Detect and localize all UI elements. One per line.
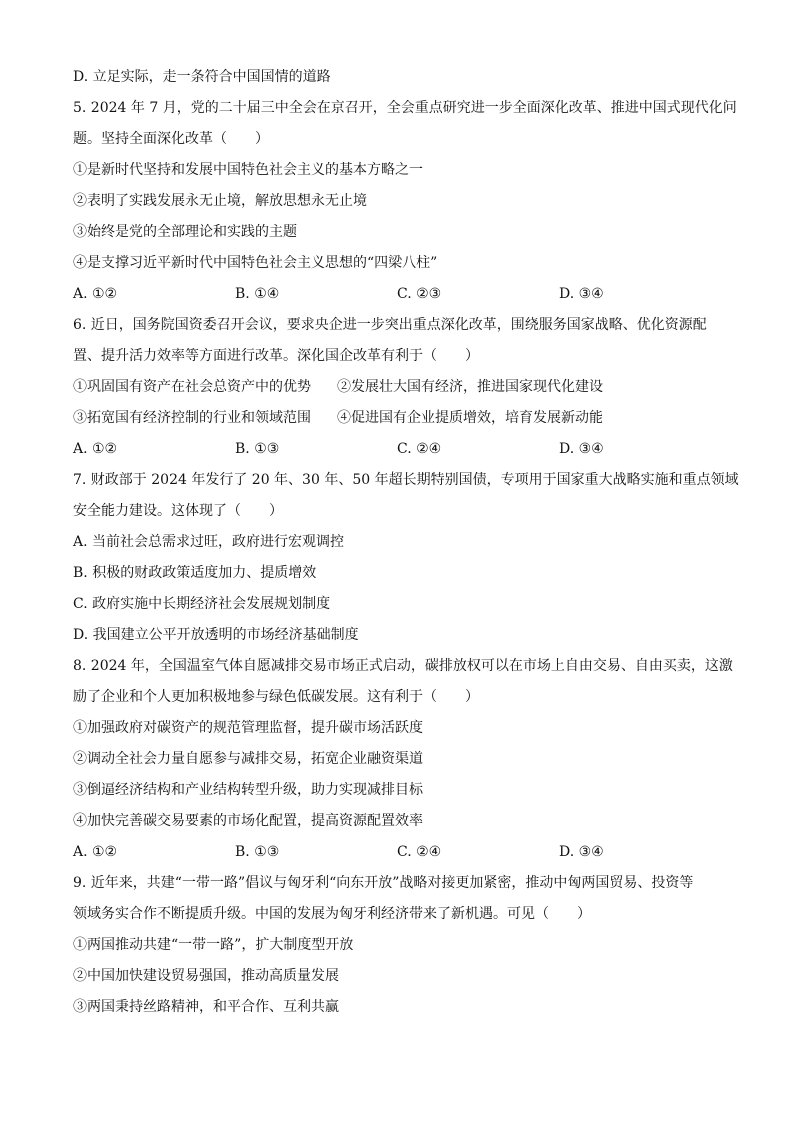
q6-item-2: ②发展壮大国有经济，推进国家现代化建设 [337, 379, 603, 395]
q7-stem-line-1: 7. 财政部于 2024 年发行了 20 年、30 年、50 年超长期特别国债，专项用于国家重大战略实施和重点领域 [73, 472, 739, 488]
exam-page [73, 62, 739, 1023]
q5-item-1: ①是新时代坚持和发展中国特色社会主义的基本方略之一 [73, 162, 423, 178]
q8-stem-line-2: 励了企业和个人更加积极地参与绿色低碳发展。这有利于（ ） [73, 689, 479, 705]
question-7 [73, 465, 739, 651]
q9-item-3: ③两国秉持丝路精神，和平合作、互利共赢 [73, 999, 339, 1015]
q7-choice-b: B. 积极的财政政策适度加力、提质增效 [73, 565, 317, 581]
q5-option-c: C. ②③ [397, 286, 442, 302]
q7-choice-a: A. 当前社会总需求过旺，政府进行宏观调控 [73, 534, 345, 550]
q8-item-2: ②调动全社会力量自愿参与减排交易，拓宽企业融资渠道 [73, 751, 423, 767]
q9-stem-line-1: 9. 近年来，共建“一带一路”倡议与匈牙利“向东开放”战略对接更加紧密，推动中匈两国贸易、投资等 [73, 875, 694, 891]
q8-option-a: A. ①② [73, 844, 118, 860]
q6-items-row-2 [73, 403, 733, 434]
q7-choice-d: D. 我国建立公平开放透明的市场经济基础制度 [73, 627, 359, 643]
q8-option-b: B. ①③ [235, 844, 280, 860]
question-9 [73, 868, 733, 1023]
q5-option-d: D. ③④ [559, 286, 604, 302]
q6-option-a: A. ①② [73, 441, 118, 457]
q6-option-d: D. ③④ [559, 441, 604, 457]
q5-stem-line-2: 题。坚持全面深化改革（ ） [73, 131, 269, 147]
q6-item-4: ④促进国有企业提质增效，培育发展新动能 [337, 410, 603, 426]
q5-options [73, 279, 733, 310]
q5-stem-line-1: 5. 2024 年 7 月，党的二十届三中全会在京召开，全会重点研究进一步全面深化改革、推进中国式现代化问 [73, 100, 737, 116]
question-5 [73, 93, 737, 310]
question-8 [73, 651, 733, 868]
q9-stem-line-2: 领域务实合作不断提质升级。中国的发展为匈牙利经济带来了新机遇。可见（ ） [73, 906, 591, 922]
q5-option-a: A. ①② [73, 286, 118, 302]
q7-stem-line-2: 安全能力建设。这体现了（ ） [73, 503, 283, 519]
q5-option-b: B. ①④ [235, 286, 280, 302]
q8-option-d: D. ③④ [559, 844, 604, 860]
q5-item-3: ③始终是党的全部理论和实践的主题 [73, 224, 297, 240]
q9-item-2: ②中国加快建设贸易强国，推动高质量发展 [73, 968, 339, 984]
q8-option-c: C. ②④ [397, 844, 442, 860]
q5-item-4: ④是支撑习近平新时代中国特色社会主义思想的“四梁八柱” [73, 255, 438, 271]
q8-item-4: ④加快完善碳交易要素的市场化配置，提高资源配置效率 [73, 813, 423, 829]
q6-item-1: ①巩固国有资产在社会总资产中的优势 [73, 379, 311, 395]
q5-item-2: ②表明了实践发展永无止境，解放思想永无止境 [73, 193, 367, 209]
q6-option-c: C. ②④ [397, 441, 442, 457]
q8-item-1: ①加强政府对碳资产的规范管理监督，提升碳市场活跃度 [73, 720, 423, 736]
q8-item-3: ③倒逼经济结构和产业结构转型升级，助力实现减排目标 [73, 782, 423, 798]
prev-question-option-d: D. 立足实际，走一条符合中国国情的道路 [73, 69, 331, 85]
q9-item-1: ①两国推动共建“一带一路”，扩大制度型开放 [73, 937, 354, 953]
q6-stem-line-2: 置、提升活力效率等方面进行改革。深化国企改革有利于（ ） [73, 348, 479, 364]
question-6 [73, 310, 733, 465]
q6-option-b: B. ①③ [235, 441, 280, 457]
q7-choice-c: C. 政府实施中长期经济社会发展规划制度 [73, 596, 331, 612]
q6-options [73, 434, 733, 465]
q8-options [73, 837, 733, 868]
q8-stem-line-1: 8. 2024 年，全国温室气体自愿减排交易市场正式启动，碳排放权可以在市场上自由交易、自由买卖，这激 [73, 658, 733, 674]
q6-item-3: ③拓宽国有经济控制的行业和领域范围 [73, 410, 311, 426]
q6-items-row-1 [73, 372, 733, 403]
q6-stem-line-1: 6. 近日，国务院国资委召开会议，要求央企进一步突出重点深化改革，围绕服务国家战略、优化资源配 [73, 317, 707, 333]
